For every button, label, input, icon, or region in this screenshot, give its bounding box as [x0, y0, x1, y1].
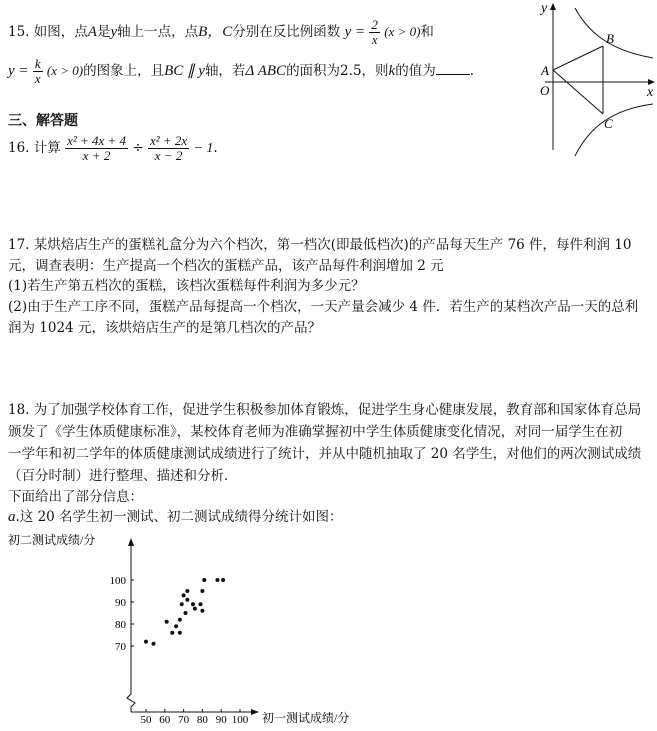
q18-line3: 一学年和初二学年的体质健康测试成绩进行了统计，并从中随机抽取了 20 名学生，对他们的两次测试成绩 [8, 446, 642, 462]
q17-part1: (1)若生产第五档次的蛋糕，该档次蛋糕每件利润为多少元？ [8, 278, 365, 294]
label-y: y [541, 1, 548, 16]
hyperbola-lower [575, 104, 653, 156]
data-point [174, 624, 178, 628]
q17-line1: 17. 某烘焙店生产的蛋糕礼盒分为六个档次，第一档次(即最低档次)的产品每天生产 76 件，每件利润 10 [8, 237, 632, 253]
q16-fraction-a: $\frac{\text{x² + 4x + 4}}{x + 2}$ [67, 133, 127, 163]
label-B: B [606, 31, 614, 46]
chart-ylabel: 初二测试成绩/分 [8, 533, 96, 547]
data-point [221, 578, 225, 582]
y-axis-line [127, 542, 135, 712]
data-point [182, 593, 186, 597]
fraction-2-over-x: $\frac{2}{x}$ [371, 17, 378, 47]
x-axis-arrow [251, 709, 259, 715]
data-point [185, 598, 189, 602]
q16-expression: 16. 计算 $\frac{\text{x² + 4x + 4}}{x + 2}$ ÷ $\frac{\text{x² + 2x}}{x - 2}$ − 1. [8, 133, 218, 163]
y-axis-arrow [550, 3, 556, 10]
fraction-k-over-x: $\frac{k}{x}$ [34, 56, 41, 86]
data-point [185, 589, 189, 593]
q18-line2: 颁发了《学生体质健康标准》，某校体育老师为准确掌握初中学生体质健康变化情况，对同一届学生在初 [8, 424, 623, 440]
chart-ticks [110, 575, 249, 726]
data-point [202, 578, 206, 582]
label-x: x [647, 85, 654, 100]
chart-points [144, 578, 225, 646]
data-point [152, 642, 156, 646]
x-tick-label: 70 [178, 714, 190, 726]
q15-line2: y = $\frac{k}{x}$ (x > 0)的图象上，且BC ∥ y轴，若Δ ABC的面积为2.5，则k的值为 . [8, 56, 475, 86]
data-point [165, 620, 169, 624]
data-point [191, 602, 195, 606]
answer-blank[interactable] [436, 62, 470, 75]
y-axis-arrow [128, 538, 134, 546]
x-tick-label: 80 [196, 714, 208, 726]
y-tick-label: 100 [109, 575, 126, 587]
data-point [178, 631, 182, 635]
data-point [193, 607, 197, 611]
x-tick-label: 50 [140, 714, 152, 726]
q16-fraction-b: $\frac{\text{x² + 2x}}{x - 2}$ [149, 133, 188, 163]
data-point [199, 602, 203, 606]
q18-line1: 18. 为了加强学校体育工作，促进学生积极参加体育锻炼，促进学生身心健康发展，教育部和国家体育总局 [8, 402, 642, 418]
formula-y-eq: y = [344, 24, 366, 40]
x-tick-label: 90 [215, 714, 227, 726]
data-point [178, 618, 182, 622]
label-A: A [541, 63, 549, 78]
data-point [144, 640, 148, 644]
label-O: O [540, 83, 550, 98]
y-tick-label: 90 [115, 597, 126, 609]
q15-number: 15. [8, 24, 30, 40]
x-tick-label: 100 [231, 714, 249, 726]
segment-AB [553, 46, 603, 70]
y-tick-label: 70 [115, 641, 126, 653]
q17-part2: (2)由于生产工序不同，蛋糕产品每提高一个档次，一天产量会减少 4 件．若生产的某档次产品一天的总利 [8, 299, 639, 315]
x-tick-label: 60 [159, 714, 171, 726]
q15-figure [515, 0, 657, 160]
data-point [215, 578, 219, 582]
data-point [170, 631, 174, 635]
q18-item-a: a.这 20 名学生初一测试、初二测试成绩得分统计如图： [8, 509, 343, 525]
q17-line2: 元，调查表明：生产提高一个档次的蛋糕产品，该产品每件利润增加 2 元 [8, 258, 444, 274]
label-C: C [604, 116, 613, 131]
q18-line4: （百分时制）进行整理、描述和分析． [8, 468, 238, 484]
q17-line5: 润为 1024 元，该烘焙店生产的是第几档次的产品？ [8, 320, 321, 336]
data-point [183, 611, 187, 615]
data-point [200, 589, 204, 593]
q18-line5: 下面给出了部分信息： [8, 489, 143, 505]
data-point [200, 609, 204, 613]
chart-axes [127, 538, 259, 715]
y-tick-label: 80 [115, 619, 126, 631]
segment-AC [553, 70, 603, 114]
section-title: 三、解答题 [8, 113, 78, 129]
data-point [180, 602, 184, 606]
hyperbola-upper [575, 8, 653, 58]
q15-line1: 15. 如图，点A是y轴上一点，点B，C分别在反比例函数 y = $\frac{2}{x}$ (x > 0)和 [8, 17, 434, 47]
scatter-chart [0, 530, 380, 730]
chart-xlabel: 初一测试成绩/分 [262, 711, 350, 725]
